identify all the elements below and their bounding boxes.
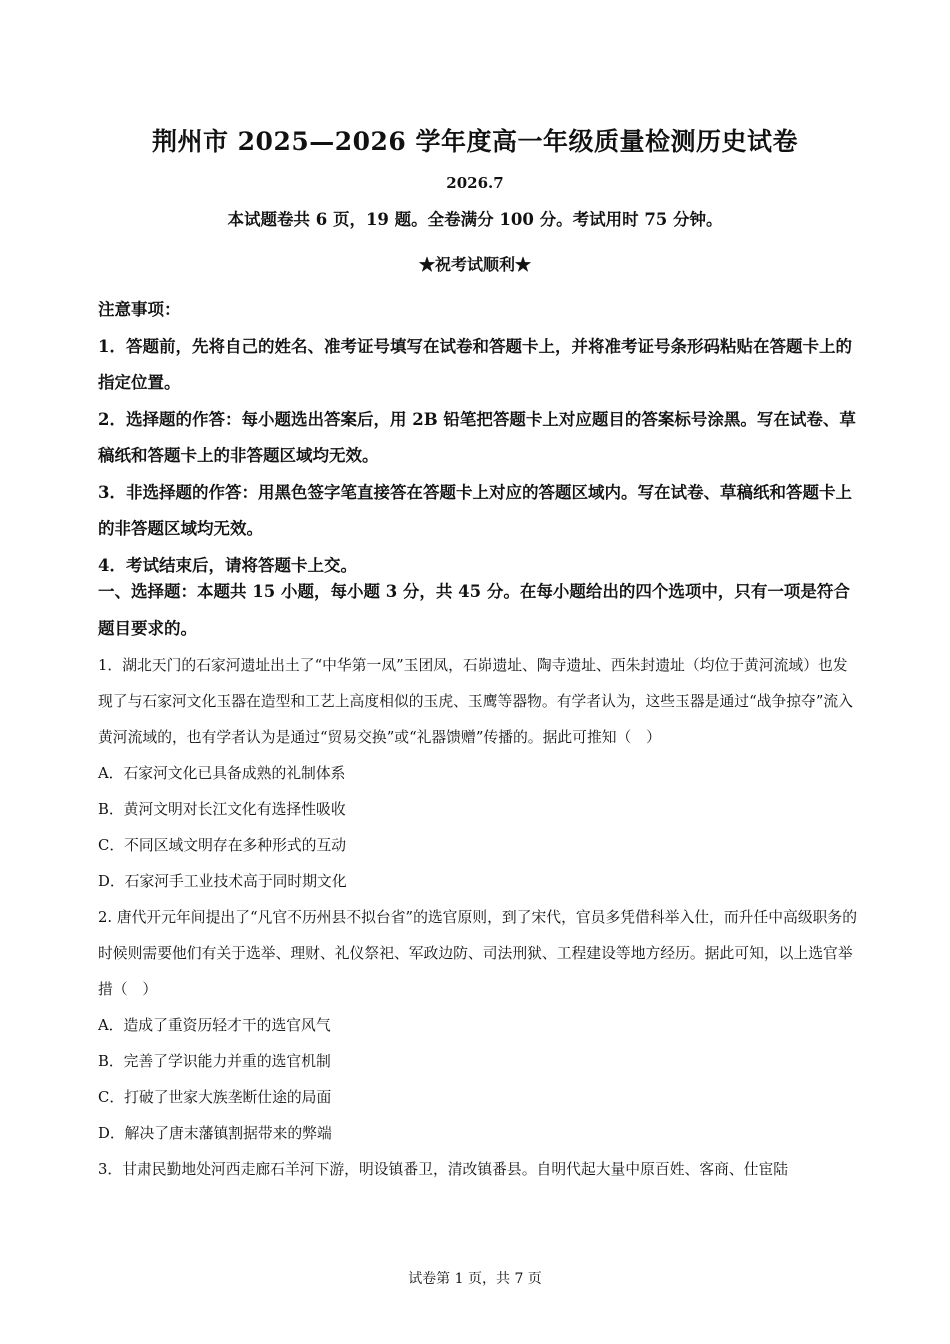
question-3-stem: 3．甘肃民勤地处河西走廊石羊河下游，明设镇番卫，清改镇番县。自明代起大量中原百姓、客商、仕宦陆 [98, 1161, 789, 1178]
exam-meta: 本试题卷共 6 页，19 题。全卷满分 100 分。考试用时 75 分钟。 [227, 210, 723, 229]
question-2-option-a: A．造成了重资历轻才干的选官风气 [98, 1017, 331, 1034]
question-2-stem: 2. 唐代开元年间提出了“凡官不历州县不拟台省”的选官原则，到了宋代，官员多凭借科举入仕，而升任中高级职务的时候则需要他们有关于选举、理财、礼仪祭祀、军政边防、司法刑狱、工程建设等地方经历。据此可知，以上选官举措（ ） [98, 909, 858, 998]
notice-item: 2．选择题的作答：每小题选出答案后，用 2B 铅笔把答题卡上对应题目的答案标号涂黑。写在试卷、草稿纸和答题卡上的非答题区域均无效。 [98, 409, 856, 465]
good-luck-line: ★祝考试顺利★ [418, 255, 531, 274]
notice-heading: 注意事项： [98, 300, 181, 319]
question-1-stem: 1．湖北天门的石家河遗址出土了“中华第一凤”玉团凤，石峁遗址、陶寺遗址、西朱封遗址（均位于黄河流域）也发现了与石家河文化玉器在造型和工艺上高度相似的玉虎、玉鹰等器物。有学者认为，这些玉器是通过“战争掠夺”流入黄河流域的，也有学者认为是通过“贸易交换”或“礼器馈赠”传播的。据此可推知（ ） [98, 657, 853, 746]
question-1-option-c: C．不同区域文明存在多种形式的互动 [98, 837, 347, 854]
question-1-option-a: A．石家河文化已具备成熟的礼制体系 [98, 765, 346, 782]
notice-item: 4．考试结束后，请将答题卡上交。 [98, 555, 357, 575]
question-1-option-b: B．黄河文明对长江文化有选择性吸收 [98, 801, 346, 818]
notice-item: 1．答题前，先将自己的姓名、准考证号填写在试卷和答题卡上，并将准考证号条形码粘贴在答题卡上的指定位置。 [98, 336, 852, 392]
question-2-option-d: D．解决了唐末藩镇割据带来的弊端 [98, 1125, 332, 1142]
exam-date: 2026.7 [446, 174, 504, 192]
page-footer: 试卷第 1 页，共 7 页 [408, 1271, 542, 1287]
question-2-option-b: B．完善了学识能力并重的选官机制 [98, 1053, 331, 1070]
notice-item: 3．非选择题的作答：用黑色签字笔直接答在答题卡上对应的答题区域内。写在试卷、草稿纸和答题卡上的非答题区域均无效。 [98, 482, 852, 538]
question-list [98, 648, 858, 1188]
question-2-option-c: C．打破了世家大族垄断仕途的局面 [98, 1089, 332, 1106]
question-1-option-d: D．石家河手工业技术高于同时期文化 [98, 873, 347, 890]
exam-title: 荆州市 2025—2026 学年度高一年级质量检测历史试卷 [151, 127, 799, 156]
notice-block [98, 292, 858, 584]
section-heading: 一、选择题：本题共 15 小题，每小题 3 分，共 45 分。在每小题给出的四个选项中，只有一项是符合题目要求的。 [98, 582, 850, 638]
